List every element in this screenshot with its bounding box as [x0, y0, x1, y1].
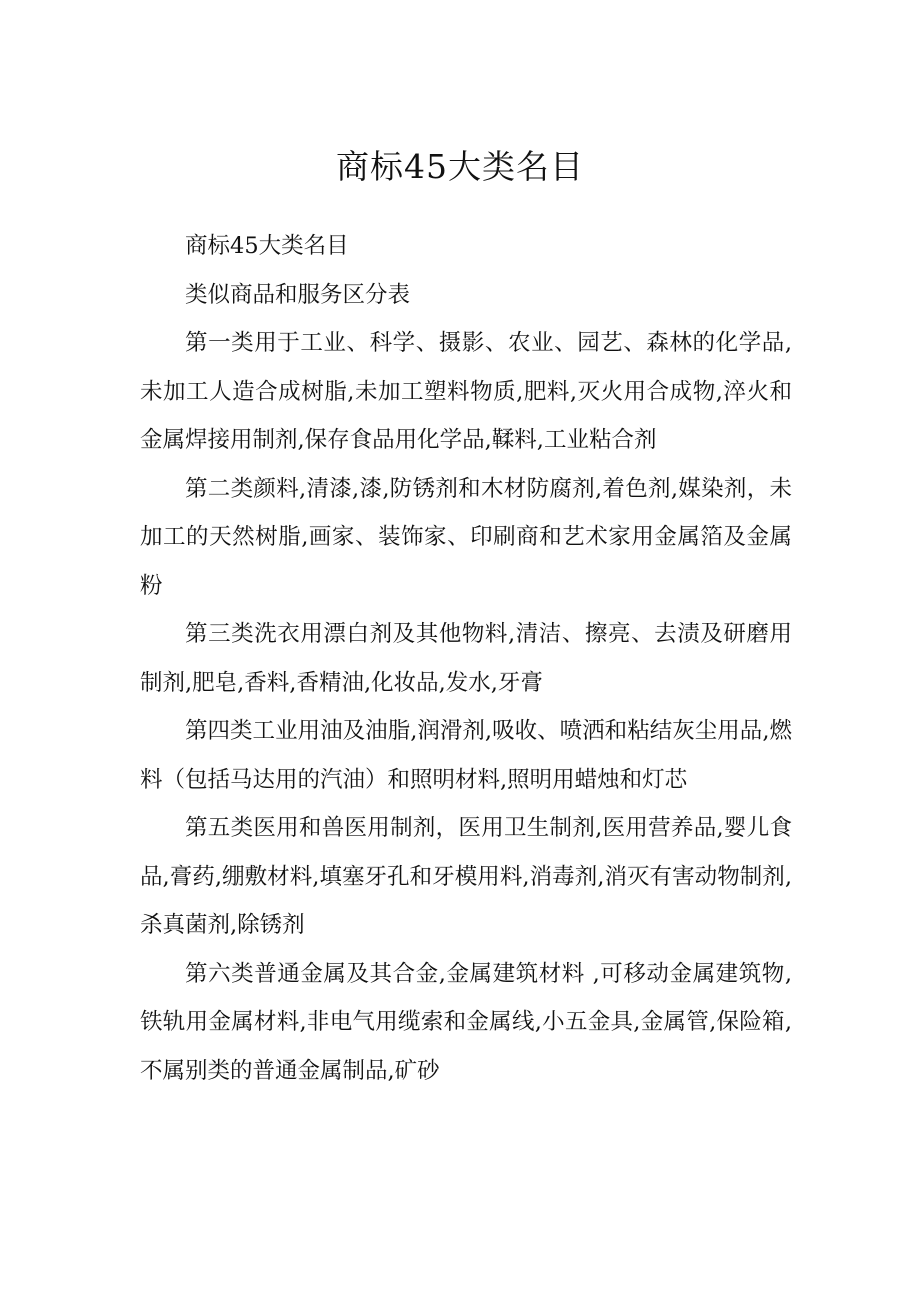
paragraph-class-4: 第四类工业用油及油脂,润滑剂,吸收、喷洒和粘结灰尘用品,燃料（包括马达用的汽油）和照明材料,照明用蜡烛和灯芯 [140, 718, 792, 793]
document-title: 商标45大类名目 [336, 147, 584, 186]
paragraph-subheading: 类似商品和服务区分表 [185, 281, 411, 308]
paragraph-class-5: 第五类医用和兽医用制剂，医用卫生制剂,医用营养品,婴儿食品,膏药,绷敷材料,填塞牙孔和牙模用料,消毒剂,消灭有害动物制剂,杀真菌剂,除锈剂 [140, 815, 792, 938]
paragraph-class-2: 第二类颜料,清漆,漆,防锈剂和木材防腐剂,着色剂,媒染剂，未加工的天然树脂,画家、装饰家、印刷商和艺术家用金属箔及金属粉 [140, 475, 792, 599]
paragraph-heading: 商标45大类名目 [185, 233, 349, 259]
paragraph-class-3: 第三类洗衣用漂白剂及其他物料,清洁、擦亮、去渍及研磨用制剂,肥皂,香料,香精油,化妆品,发水,牙膏 [140, 621, 792, 696]
document-body [140, 222, 792, 1095]
paragraph-class-1: 第一类用于工业、科学、摄影、农业、园艺、森林的化学品,未加工人造合成树脂,未加工塑料物质,肥料,灭火用合成物,淬火和金属焊接用制剂,保存食品用化学品,鞣料,工业粘合剂 [140, 330, 792, 453]
paragraph-class-6: 第六类普通金属及其合金,金属建筑材料 ,可移动金属建筑物,铁轨用金属材料,非电气用缆索和金属线,小五金具,金属管,保险箱,不属别类的普通金属制品,矿砂 [140, 960, 792, 1084]
